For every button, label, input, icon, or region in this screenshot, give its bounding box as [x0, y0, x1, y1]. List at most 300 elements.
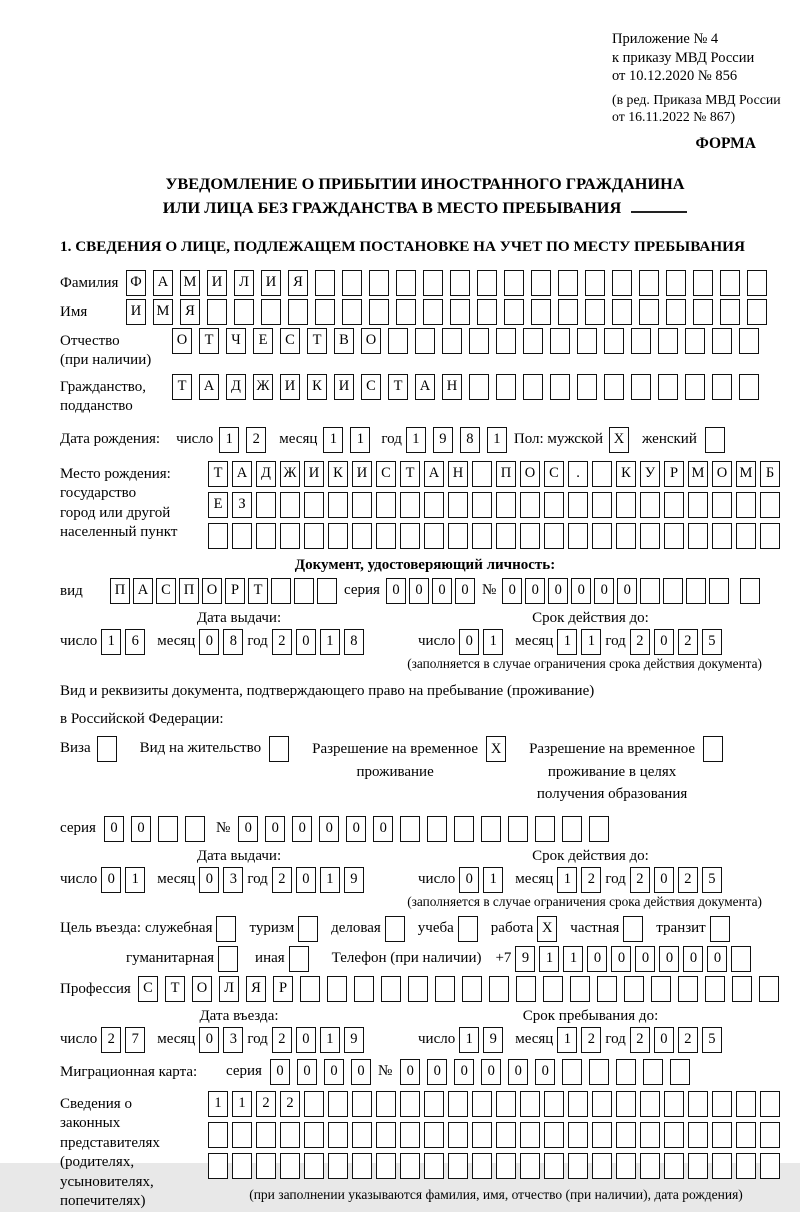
citizenship-cell[interactable] [469, 374, 489, 400]
doc-number-cell[interactable] [663, 578, 683, 604]
migration-series-cell[interactable]: 0 [270, 1059, 290, 1085]
residence-number-cell[interactable] [400, 816, 420, 842]
migration-number-cell[interactable]: 0 [535, 1059, 555, 1085]
birthplace-row2-cell[interactable] [352, 492, 372, 518]
passport-issue-month-cell[interactable]: 0 [199, 629, 219, 655]
birthplace-row2-cell[interactable] [328, 492, 348, 518]
stay-day-cell[interactable]: 1 [459, 1027, 479, 1053]
name-cell[interactable] [747, 299, 767, 325]
representatives-row1-cell[interactable]: 2 [256, 1091, 276, 1117]
representatives-row3-cell[interactable] [256, 1153, 276, 1179]
stay-month-cell[interactable]: 1 [557, 1027, 577, 1053]
representatives-row3-cell[interactable] [352, 1153, 372, 1179]
surname-cell[interactable] [369, 270, 389, 296]
representatives-row2-cell[interactable] [448, 1122, 468, 1148]
stay-month-cell[interactable]: 2 [581, 1027, 601, 1053]
representatives-row2-cell[interactable] [736, 1122, 756, 1148]
residence-issue-month-cell[interactable]: 0 [199, 867, 219, 893]
doc-series-cell[interactable]: 0 [432, 578, 452, 604]
passport-issue-day-cell[interactable]: 1 [101, 629, 121, 655]
representatives-row1-cell[interactable] [496, 1091, 516, 1117]
citizenship-cell[interactable]: И [280, 374, 300, 400]
birth-year-cell[interactable]: 9 [433, 427, 453, 453]
surname-cell[interactable] [477, 270, 497, 296]
doc-number-cell[interactable] [709, 578, 729, 604]
surname-cell[interactable] [666, 270, 686, 296]
birthplace-row3-cell[interactable] [592, 523, 612, 549]
doc-kind-cell[interactable] [317, 578, 337, 604]
birthplace-row2-cell[interactable] [496, 492, 516, 518]
name-cell[interactable] [720, 299, 740, 325]
passport-issue-year-cell[interactable]: 1 [320, 629, 340, 655]
citizenship-cell[interactable] [496, 374, 516, 400]
stay-year-cell[interactable]: 2 [678, 1027, 698, 1053]
name-cell[interactable] [450, 299, 470, 325]
residence-expiry-month-cell[interactable]: 1 [557, 867, 577, 893]
stay-year-cell[interactable]: 0 [654, 1027, 674, 1053]
representatives-row3-cell[interactable] [376, 1153, 396, 1179]
surname-cell[interactable]: Я [288, 270, 308, 296]
representatives-row2-cell[interactable] [712, 1122, 732, 1148]
phone-cell[interactable]: 0 [611, 946, 631, 972]
birthplace-row1-cell[interactable]: А [232, 461, 252, 487]
phone-cell[interactable]: 0 [683, 946, 703, 972]
residence-series-cell[interactable] [185, 816, 205, 842]
surname-cell[interactable] [693, 270, 713, 296]
birthplace-row3-cell[interactable] [520, 523, 540, 549]
residence-number-cell[interactable] [481, 816, 501, 842]
birthplace-row1-cell[interactable]: А [424, 461, 444, 487]
representatives-row1-cell[interactable] [640, 1091, 660, 1117]
residence-number-cell[interactable] [562, 816, 582, 842]
residence-expiry-year-cell[interactable]: 0 [654, 867, 674, 893]
purpose-work-checkbox-cell[interactable]: X [537, 916, 557, 942]
birthplace-row2-cell[interactable] [568, 492, 588, 518]
doc-number-cell[interactable]: 0 [594, 578, 614, 604]
residence-issue-day-cell[interactable]: 0 [101, 867, 121, 893]
birthplace-row1-cell[interactable]: У [640, 461, 660, 487]
birth-day-cell[interactable]: 2 [246, 427, 266, 453]
representatives-row1-cell[interactable] [616, 1091, 636, 1117]
migration-number-cell[interactable]: 0 [508, 1059, 528, 1085]
birthplace-row3-cell[interactable] [760, 523, 780, 549]
phone-cell[interactable]: 9 [515, 946, 535, 972]
residence-expiry-year-cell[interactable]: 2 [678, 867, 698, 893]
citizenship-cell[interactable] [604, 374, 624, 400]
birthplace-row3-cell[interactable] [448, 523, 468, 549]
residence-number-cell[interactable]: 0 [292, 816, 312, 842]
citizenship-cell[interactable] [685, 374, 705, 400]
visa-checkbox-cell[interactable] [97, 736, 117, 762]
doc-series-cell[interactable]: 0 [386, 578, 406, 604]
doc-kind-cell[interactable] [271, 578, 291, 604]
representatives-row3-cell[interactable] [496, 1153, 516, 1179]
profession-cell[interactable] [570, 976, 590, 1002]
phone-cell[interactable]: 0 [659, 946, 679, 972]
birthplace-row1-cell[interactable]: Т [400, 461, 420, 487]
patronymic-cell[interactable] [685, 328, 705, 354]
representatives-row3-cell[interactable] [520, 1153, 540, 1179]
representatives-row1-cell[interactable] [424, 1091, 444, 1117]
migration-number-cell[interactable]: 0 [454, 1059, 474, 1085]
representatives-row3-cell[interactable] [208, 1153, 228, 1179]
patronymic-cell[interactable]: О [172, 328, 192, 354]
citizenship-cell[interactable]: И [334, 374, 354, 400]
residence-issue-year-cell[interactable]: 2 [272, 867, 292, 893]
surname-cell[interactable]: Л [234, 270, 254, 296]
residence-number-cell[interactable]: 0 [373, 816, 393, 842]
patronymic-cell[interactable] [550, 328, 570, 354]
birthplace-row2-cell[interactable] [712, 492, 732, 518]
name-cell[interactable]: М [153, 299, 173, 325]
migration-number-cell[interactable]: 0 [481, 1059, 501, 1085]
birthplace-row1-cell[interactable]: К [616, 461, 636, 487]
representatives-row2-cell[interactable] [592, 1122, 612, 1148]
birthplace-row3-cell[interactable] [544, 523, 564, 549]
name-cell[interactable] [666, 299, 686, 325]
surname-cell[interactable]: И [261, 270, 281, 296]
profession-cell[interactable]: Р [273, 976, 293, 1002]
profession-cell[interactable] [705, 976, 725, 1002]
residence-issue-year-cell[interactable]: 0 [296, 867, 316, 893]
passport-expiry-day-cell[interactable]: 0 [459, 629, 479, 655]
patronymic-cell[interactable] [442, 328, 462, 354]
patronymic-cell[interactable]: Е [253, 328, 273, 354]
birthplace-row3-cell[interactable] [352, 523, 372, 549]
stay-day-cell[interactable]: 9 [483, 1027, 503, 1053]
passport-expiry-day-cell[interactable]: 1 [483, 629, 503, 655]
profession-cell[interactable]: Л [219, 976, 239, 1002]
representatives-row3-cell[interactable] [544, 1153, 564, 1179]
surname-cell[interactable]: М [180, 270, 200, 296]
representatives-row1-cell[interactable] [520, 1091, 540, 1117]
profession-cell[interactable] [489, 976, 509, 1002]
birthplace-row1-cell[interactable]: Т [208, 461, 228, 487]
representatives-row1-cell[interactable] [712, 1091, 732, 1117]
birth-year-cell[interactable]: 8 [460, 427, 480, 453]
migration-series-cell[interactable]: 0 [324, 1059, 344, 1085]
birthplace-row3-cell[interactable] [232, 523, 252, 549]
migration-series-cell[interactable]: 0 [297, 1059, 317, 1085]
doc-number-cell[interactable]: 0 [525, 578, 545, 604]
profession-cell[interactable] [300, 976, 320, 1002]
birthplace-row1-cell[interactable]: И [352, 461, 372, 487]
surname-cell[interactable]: Ф [126, 270, 146, 296]
entry-year-cell[interactable]: 0 [296, 1027, 316, 1053]
birthplace-row3-cell[interactable] [640, 523, 660, 549]
residence-number-cell[interactable] [427, 816, 447, 842]
representatives-row3-cell[interactable] [760, 1153, 780, 1179]
residence-number-cell[interactable]: 0 [238, 816, 258, 842]
name-cell[interactable]: Я [180, 299, 200, 325]
patronymic-cell[interactable]: Т [199, 328, 219, 354]
passport-expiry-year-cell[interactable]: 5 [702, 629, 722, 655]
stay-year-cell[interactable]: 2 [630, 1027, 650, 1053]
representatives-row1-cell[interactable]: 1 [232, 1091, 252, 1117]
name-cell[interactable] [315, 299, 335, 325]
name-cell[interactable] [639, 299, 659, 325]
residence-expiry-year-cell[interactable]: 2 [630, 867, 650, 893]
doc-number-cell[interactable] [686, 578, 706, 604]
birthplace-row2-cell[interactable] [616, 492, 636, 518]
doc-kind-cell[interactable]: Т [248, 578, 268, 604]
residence-expiry-month-cell[interactable]: 2 [581, 867, 601, 893]
citizenship-cell[interactable] [550, 374, 570, 400]
profession-cell[interactable] [732, 976, 752, 1002]
representatives-row3-cell[interactable] [328, 1153, 348, 1179]
doc-number-cell[interactable]: 0 [548, 578, 568, 604]
citizenship-cell[interactable]: Ж [253, 374, 273, 400]
representatives-row2-cell[interactable] [376, 1122, 396, 1148]
passport-expiry-year-cell[interactable]: 0 [654, 629, 674, 655]
birthplace-row1-cell[interactable]: Д [256, 461, 276, 487]
name-cell[interactable] [207, 299, 227, 325]
profession-cell[interactable] [327, 976, 347, 1002]
residence-number-cell[interactable] [535, 816, 555, 842]
surname-cell[interactable] [504, 270, 524, 296]
representatives-row3-cell[interactable] [424, 1153, 444, 1179]
profession-cell[interactable] [408, 976, 428, 1002]
birth-month-cell[interactable]: 1 [323, 427, 343, 453]
birthplace-row1-cell[interactable]: О [520, 461, 540, 487]
representatives-row2-cell[interactable] [616, 1122, 636, 1148]
birthplace-row3-cell[interactable] [400, 523, 420, 549]
birthplace-row3-cell[interactable] [472, 523, 492, 549]
birthplace-row2-cell[interactable] [688, 492, 708, 518]
birthplace-row3-cell[interactable] [496, 523, 516, 549]
profession-cell[interactable] [651, 976, 671, 1002]
birthplace-row1-cell[interactable]: Н [448, 461, 468, 487]
name-cell[interactable] [585, 299, 605, 325]
representatives-row2-cell[interactable] [472, 1122, 492, 1148]
female-checkbox-cell[interactable] [705, 427, 725, 453]
doc-kind-cell[interactable]: А [133, 578, 153, 604]
birth-month-cell[interactable]: 1 [350, 427, 370, 453]
doc-kind-cell[interactable]: О [202, 578, 222, 604]
profession-cell[interactable] [597, 976, 617, 1002]
surname-cell[interactable] [423, 270, 443, 296]
representatives-row2-cell[interactable] [208, 1122, 228, 1148]
representatives-row1-cell[interactable] [352, 1091, 372, 1117]
representatives-row3-cell[interactable] [232, 1153, 252, 1179]
representatives-row2-cell[interactable] [232, 1122, 252, 1148]
birthplace-row3-cell[interactable] [256, 523, 276, 549]
doc-kind-cell[interactable]: П [110, 578, 130, 604]
birthplace-row2-cell[interactable] [424, 492, 444, 518]
phone-cell[interactable]: 0 [635, 946, 655, 972]
citizenship-cell[interactable] [631, 374, 651, 400]
citizenship-cell[interactable]: А [415, 374, 435, 400]
representatives-row1-cell[interactable] [688, 1091, 708, 1117]
purpose-business-checkbox-cell[interactable] [385, 916, 405, 942]
name-cell[interactable]: И [126, 299, 146, 325]
birthplace-row3-cell[interactable] [208, 523, 228, 549]
patronymic-cell[interactable] [523, 328, 543, 354]
entry-day-cell[interactable]: 7 [125, 1027, 145, 1053]
surname-cell[interactable] [585, 270, 605, 296]
representatives-row3-cell[interactable] [736, 1153, 756, 1179]
representatives-row1-cell[interactable] [568, 1091, 588, 1117]
temp-residence-checkbox-cell[interactable]: X [486, 736, 506, 762]
birthplace-row3-cell[interactable] [424, 523, 444, 549]
birthplace-row3-cell[interactable] [376, 523, 396, 549]
surname-cell[interactable] [531, 270, 551, 296]
birth-day-cell[interactable]: 1 [219, 427, 239, 453]
passport-issue-year-cell[interactable]: 0 [296, 629, 316, 655]
citizenship-cell[interactable]: Т [172, 374, 192, 400]
residence-series-cell[interactable]: 0 [131, 816, 151, 842]
patronymic-cell[interactable]: Ч [226, 328, 246, 354]
migration-number-cell[interactable] [616, 1059, 636, 1085]
name-cell[interactable] [396, 299, 416, 325]
profession-cell[interactable] [543, 976, 563, 1002]
birthplace-row2-cell[interactable] [280, 492, 300, 518]
patronymic-cell[interactable] [739, 328, 759, 354]
phone-cell[interactable]: 1 [539, 946, 559, 972]
migration-series-cell[interactable]: 0 [351, 1059, 371, 1085]
patronymic-cell[interactable]: В [334, 328, 354, 354]
birthplace-row1-cell[interactable]: М [688, 461, 708, 487]
birthplace-row2-cell[interactable] [736, 492, 756, 518]
representatives-row1-cell[interactable] [376, 1091, 396, 1117]
name-cell[interactable] [261, 299, 281, 325]
birthplace-row3-cell[interactable] [328, 523, 348, 549]
representatives-row3-cell[interactable] [616, 1153, 636, 1179]
birthplace-row2-cell[interactable] [592, 492, 612, 518]
profession-cell[interactable] [516, 976, 536, 1002]
residence-expiry-year-cell[interactable]: 5 [702, 867, 722, 893]
patronymic-cell[interactable] [496, 328, 516, 354]
birthplace-row1-cell[interactable]: Б [760, 461, 780, 487]
birthplace-row2-cell[interactable]: Е [208, 492, 228, 518]
representatives-row3-cell[interactable] [472, 1153, 492, 1179]
name-cell[interactable] [612, 299, 632, 325]
surname-cell[interactable] [747, 270, 767, 296]
surname-cell[interactable] [558, 270, 578, 296]
residence-issue-month-cell[interactable]: 3 [223, 867, 243, 893]
stay-year-cell[interactable]: 5 [702, 1027, 722, 1053]
migration-number-cell[interactable]: 0 [427, 1059, 447, 1085]
citizenship-cell[interactable]: Т [388, 374, 408, 400]
citizenship-cell[interactable]: С [361, 374, 381, 400]
purpose-study-checkbox-cell[interactable] [458, 916, 478, 942]
name-cell[interactable] [531, 299, 551, 325]
birthplace-row3-cell[interactable] [688, 523, 708, 549]
surname-cell[interactable] [396, 270, 416, 296]
representatives-row3-cell[interactable] [280, 1153, 300, 1179]
passport-expiry-month-cell[interactable]: 1 [581, 629, 601, 655]
birthplace-row2-cell[interactable] [664, 492, 684, 518]
residence-series-cell[interactable] [158, 816, 178, 842]
passport-issue-month-cell[interactable]: 8 [223, 629, 243, 655]
representatives-row1-cell[interactable] [448, 1091, 468, 1117]
birth-year-cell[interactable]: 1 [406, 427, 426, 453]
citizenship-cell[interactable] [658, 374, 678, 400]
birthplace-row2-cell[interactable] [640, 492, 660, 518]
profession-cell[interactable]: Я [246, 976, 266, 1002]
birthplace-row1-cell[interactable]: С [376, 461, 396, 487]
citizenship-cell[interactable]: К [307, 374, 327, 400]
male-checkbox-cell[interactable]: X [609, 427, 629, 453]
birthplace-row3-cell[interactable] [616, 523, 636, 549]
birthplace-row2-cell[interactable] [376, 492, 396, 518]
representatives-row2-cell[interactable] [544, 1122, 564, 1148]
phone-cell[interactable]: 0 [707, 946, 727, 972]
residence-series-cell[interactable]: 0 [104, 816, 124, 842]
profession-cell[interactable]: Т [165, 976, 185, 1002]
representatives-row2-cell[interactable] [664, 1122, 684, 1148]
birthplace-row3-cell[interactable] [712, 523, 732, 549]
patronymic-cell[interactable]: О [361, 328, 381, 354]
birthplace-row2-cell[interactable] [448, 492, 468, 518]
birthplace-row1-cell[interactable]: Р [664, 461, 684, 487]
profession-cell[interactable]: С [138, 976, 158, 1002]
birthplace-row3-cell[interactable] [280, 523, 300, 549]
citizenship-cell[interactable] [739, 374, 759, 400]
residence-issue-year-cell[interactable]: 1 [320, 867, 340, 893]
passport-expiry-year-cell[interactable]: 2 [678, 629, 698, 655]
representatives-row1-cell[interactable] [544, 1091, 564, 1117]
representatives-row2-cell[interactable] [328, 1122, 348, 1148]
representatives-row3-cell[interactable] [640, 1153, 660, 1179]
citizenship-cell[interactable]: А [199, 374, 219, 400]
birthplace-row1-cell[interactable] [472, 461, 492, 487]
residence-number-cell[interactable]: 0 [265, 816, 285, 842]
birthplace-row2-cell[interactable] [256, 492, 276, 518]
patronymic-cell[interactable] [469, 328, 489, 354]
birthplace-row2-cell[interactable] [472, 492, 492, 518]
profession-cell[interactable]: О [192, 976, 212, 1002]
doc-series-cell[interactable]: 0 [409, 578, 429, 604]
residence-issue-day-cell[interactable]: 1 [125, 867, 145, 893]
representatives-row2-cell[interactable] [520, 1122, 540, 1148]
representatives-row2-cell[interactable] [304, 1122, 324, 1148]
representatives-row3-cell[interactable] [664, 1153, 684, 1179]
profession-cell[interactable] [354, 976, 374, 1002]
phone-cell[interactable]: 1 [563, 946, 583, 972]
birthplace-row1-cell[interactable]: Ж [280, 461, 300, 487]
representatives-row3-cell[interactable] [688, 1153, 708, 1179]
representatives-row3-cell[interactable] [304, 1153, 324, 1179]
birthplace-row3-cell[interactable] [736, 523, 756, 549]
name-cell[interactable] [693, 299, 713, 325]
entry-year-cell[interactable]: 1 [320, 1027, 340, 1053]
purpose-official-checkbox-cell[interactable] [216, 916, 236, 942]
citizenship-cell[interactable]: Н [442, 374, 462, 400]
representatives-row2-cell[interactable] [280, 1122, 300, 1148]
patronymic-cell[interactable] [712, 328, 732, 354]
doc-number-cell[interactable] [640, 578, 660, 604]
representatives-row1-cell[interactable] [304, 1091, 324, 1117]
doc-number-cell[interactable]: 0 [617, 578, 637, 604]
profession-cell[interactable] [759, 976, 779, 1002]
patronymic-cell[interactable] [415, 328, 435, 354]
representatives-row3-cell[interactable] [448, 1153, 468, 1179]
representatives-row1-cell[interactable]: 1 [208, 1091, 228, 1117]
birthplace-row3-cell[interactable] [664, 523, 684, 549]
residence-expiry-day-cell[interactable]: 1 [483, 867, 503, 893]
residence-number-cell[interactable]: 0 [346, 816, 366, 842]
migration-number-cell[interactable] [643, 1059, 663, 1085]
patronymic-cell[interactable] [388, 328, 408, 354]
representatives-row1-cell[interactable] [760, 1091, 780, 1117]
profession-cell[interactable] [624, 976, 644, 1002]
representatives-row2-cell[interactable] [496, 1122, 516, 1148]
patronymic-cell[interactable] [604, 328, 624, 354]
birthplace-row1-cell[interactable]: К [328, 461, 348, 487]
representatives-row2-cell[interactable] [640, 1122, 660, 1148]
birthplace-row1-cell[interactable]: С [544, 461, 564, 487]
